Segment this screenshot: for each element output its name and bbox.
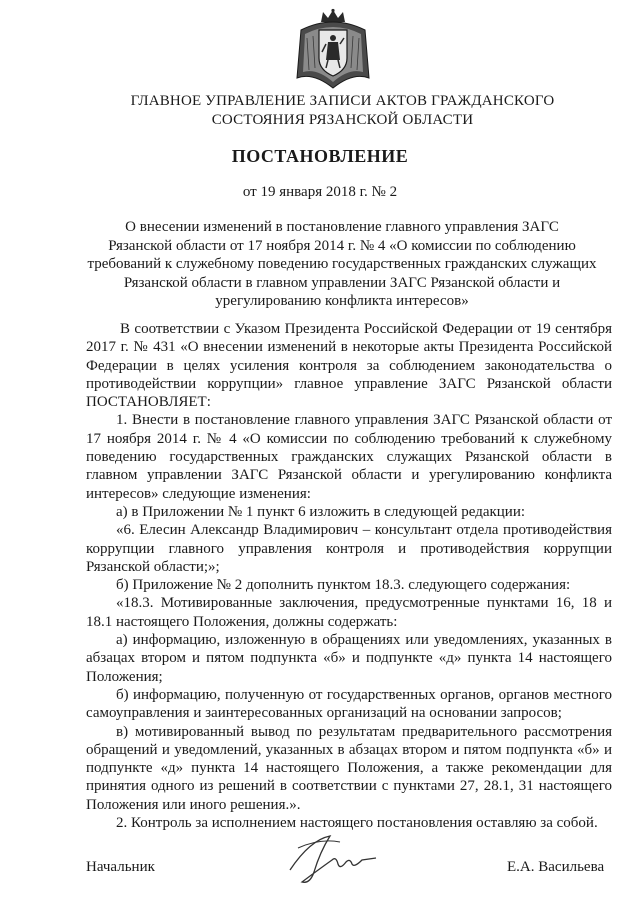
body-paragraph: «18.3. Мотивированные заключения, предусмотренные пунктами 16, 18 и 18.1 настоящего Положения, должны содержать: bbox=[86, 595, 612, 630]
document-subject bbox=[82, 218, 602, 311]
document-date-number: от 19 января 2018 г. № 2 bbox=[242, 184, 398, 200]
signatory-role: Начальник bbox=[86, 859, 155, 875]
body-paragraph: а) информацию, изложенную в обращениях или уведомлениях, указанных в абзацах втором и пятом подпункта «б» и подпункте «д» пункта 14 настоящего Положения; bbox=[86, 632, 612, 685]
body-paragraph: 2. Контроль за исполнением настоящего постановления оставляю за собой. bbox=[116, 815, 598, 832]
subject-line: О внесении изменений в постановление главного управления ЗАГС bbox=[125, 219, 559, 235]
body-paragraph: «6. Елесин Александр Владимирович – консультант отдела противодействия коррупции главного управления контроля и противодействия коррупции Рязанской области;»; bbox=[86, 522, 612, 575]
signatory-name: Е.А. Васильева bbox=[507, 859, 605, 875]
body-paragraph: б) Приложение № 2 дополнить пунктом 18.3. следующего содержания: bbox=[116, 577, 571, 594]
agency-name-line-1: ГЛАВНОЕ УПРАВЛЕНИЕ ЗАПИСИ АКТОВ ГРАЖДАНСКОГО bbox=[130, 93, 555, 109]
agency-name-line-2: СОСТОЯНИЯ РЯЗАНСКОЙ ОБЛАСТИ bbox=[211, 112, 474, 128]
subject-line: Рязанской области от 17 ноября 2014 г. № 4 «О комиссии по соблюдению bbox=[108, 237, 576, 254]
document-type: ПОСТАНОВЛЕНИЕ bbox=[231, 146, 409, 166]
body-paragraph: 1. Внести в постановление главного управления ЗАГС Рязанской области от 17 ноября 2014 г. № 4 «О комиссии по соблюдению требований к служебному поведению государственных гражданских служащих Рязанской области в главном управлении ЗАГС Рязанской области и урегулированию конфликта интересов» следующие изменения: bbox=[86, 412, 612, 502]
subject-line: требований к служебному поведению государственных гражданских служащих bbox=[87, 256, 597, 273]
coat-of-arms-icon bbox=[293, 8, 373, 92]
body-paragraph: б) информацию, полученную от государственных органов, органов местного самоуправления и заинтересованных организаций на основании запросов; bbox=[86, 686, 612, 722]
document-body bbox=[86, 320, 612, 832]
body-paragraph: В соответствии с Указом Президента Российской Федерации от 19 сентября 2017 г. № 431 «О внесении изменений в некоторые акты Президента Российской Федерации в целях усиления контроля за соблюдением законодательства о противодействии коррупции» главное управление ЗАГС Рязанской области ПОСТАНОВЛЯЕТ: bbox=[86, 321, 612, 411]
body-paragraph: в) мотивированный вывод по результатам предварительного рассмотрения обращений и уведомлений, указанных в абзацах втором и пятом подпункта «б» и подпункте «д» пункта 14 настоящего Положения, а также рекомендации для принятия одного из решений в соответствии с пунктами 27, 28.1, 31 настоящего Положения или иного решения.». bbox=[86, 723, 612, 813]
subject-line: урегулированию конфликта интересов» bbox=[215, 293, 469, 310]
body-paragraph: а) в Приложении № 1 пункт 6 изложить в следующей редакции: bbox=[116, 503, 526, 520]
signature-icon bbox=[280, 830, 380, 890]
agency-header bbox=[60, 92, 625, 130]
subject-line: Рязанской области в главном управлении ЗАГС Рязанской области и bbox=[123, 274, 561, 291]
